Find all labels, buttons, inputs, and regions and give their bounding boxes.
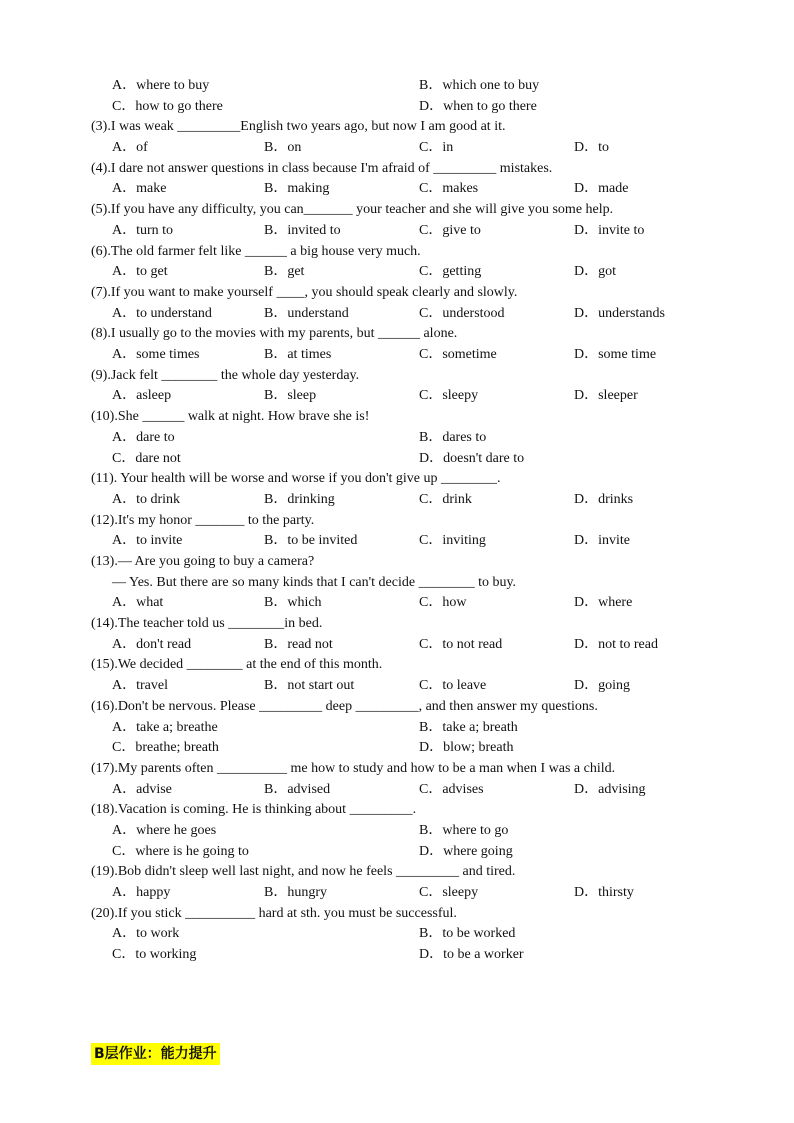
- options-row: [91, 262, 711, 283]
- option-a[interactable]: A．make: [112, 181, 167, 197]
- option-c[interactable]: C．sometime: [419, 347, 497, 363]
- option-a[interactable]: A．of: [112, 140, 148, 156]
- option-b[interactable]: B．dares to: [419, 429, 487, 445]
- option-b[interactable]: B．drinking: [264, 491, 335, 507]
- option-d[interactable]: D．got: [574, 264, 616, 280]
- option-a[interactable]: A．don't read: [112, 636, 192, 652]
- options-row: [91, 676, 711, 697]
- option-d[interactable]: D．understands: [574, 305, 665, 321]
- option-d[interactable]: D．invite: [574, 533, 630, 549]
- question-text: (12).It's my honor _______ to the party.: [91, 512, 315, 528]
- option-d[interactable]: D．some time: [574, 347, 657, 363]
- option-a[interactable]: A．advise: [112, 781, 172, 797]
- option-d[interactable]: D．going: [574, 678, 630, 694]
- options-row: [91, 490, 711, 511]
- question-text: (13).— Are you going to buy a camera?: [91, 553, 315, 569]
- options-row: [91, 304, 711, 325]
- options-row: [91, 221, 711, 242]
- option-a[interactable]: A．to understand: [112, 305, 212, 321]
- option-b[interactable]: B．making: [264, 181, 330, 197]
- options-row: [91, 780, 711, 801]
- question-text: (7).If you want to make yourself ____, you should speak clearly and slowly.: [91, 284, 518, 300]
- option-b[interactable]: B．invited to: [264, 222, 341, 238]
- option-d[interactable]: D．blow; breath: [419, 740, 514, 756]
- option-c[interactable]: C．sleepy: [419, 885, 479, 901]
- option-d[interactable]: D．not to read: [574, 636, 658, 652]
- option-c[interactable]: C．how: [419, 595, 467, 611]
- question-text: (15).We decided ________ at the end of this month.: [91, 657, 383, 673]
- option-c[interactable]: C．where is he going to: [112, 843, 249, 859]
- options-row: [91, 386, 711, 407]
- question-text: (20).If you stick __________ hard at sth. you must be successful.: [91, 905, 457, 921]
- options-row: [91, 842, 711, 863]
- question-continuation: — Yes. But there are so many kinds that I can't decide ________ to buy.: [112, 574, 517, 590]
- question-text: (11). Your health will be worse and worse if you don't give up ________.: [91, 471, 501, 487]
- option-c[interactable]: C．in: [419, 140, 454, 156]
- option-d[interactable]: D．advising: [574, 781, 646, 797]
- options-row: [91, 718, 711, 739]
- option-b[interactable]: B．take a; breath: [419, 719, 518, 735]
- question-text: (10).She ______ walk at night. How brave she is!: [91, 409, 370, 425]
- options-row: [91, 945, 711, 966]
- option-d[interactable]: D．invite to: [574, 222, 645, 238]
- options-row: [91, 883, 711, 904]
- option-b[interactable]: B．advised: [264, 781, 331, 797]
- option-a[interactable]: A．to drink: [112, 491, 181, 507]
- option-a[interactable]: A．some times: [112, 347, 200, 363]
- option-a[interactable]: A．to get: [112, 264, 168, 280]
- option-d[interactable]: D．sleeper: [574, 388, 638, 404]
- question-text: (14).The teacher told us ________in bed.: [91, 616, 323, 632]
- option-a[interactable]: A．where he goes: [112, 823, 217, 839]
- option-b[interactable]: B．to be invited: [264, 533, 358, 549]
- question-text: (3).I was weak _________English two years ago, but now I am good at it.: [91, 119, 506, 135]
- option-c[interactable]: C．to leave: [419, 678, 487, 694]
- options-row: [91, 449, 711, 470]
- question-text: (17).My parents often __________ me how to study and how to be a man when I was a child.: [91, 760, 616, 776]
- option-d[interactable]: D．where: [574, 595, 633, 611]
- option-a[interactable]: A．where to buy: [112, 78, 210, 93]
- option-d[interactable]: D．doesn't dare to: [419, 450, 525, 466]
- option-b[interactable]: B．not start out: [264, 678, 355, 694]
- option-c[interactable]: C．makes: [419, 181, 479, 197]
- option-c[interactable]: C．to working: [112, 947, 197, 963]
- option-c[interactable]: C．getting: [419, 264, 482, 280]
- option-b[interactable]: B．understand: [264, 305, 349, 321]
- option-a[interactable]: A．what: [112, 595, 164, 611]
- option-a[interactable]: A．to invite: [112, 533, 183, 549]
- option-b[interactable]: B．where to go: [419, 823, 509, 839]
- option-d[interactable]: D．when to go there: [419, 98, 537, 114]
- options-row: [91, 428, 711, 449]
- option-b[interactable]: B．hungry: [264, 885, 327, 901]
- question-text: (19).Bob didn't sleep well last night, and now he feels _________ and tired.: [91, 864, 516, 880]
- question-text: (5).If you have any difficulty, you can_______ your teacher and she will give you some help.: [91, 202, 614, 218]
- option-a[interactable]: A．to work: [112, 926, 180, 942]
- option-b[interactable]: B．on: [264, 140, 302, 156]
- question-text: (6).The old farmer felt like ______ a big house very much.: [91, 243, 421, 259]
- options-row: [91, 593, 711, 614]
- option-d[interactable]: D．made: [574, 181, 629, 197]
- option-d[interactable]: D．to: [574, 140, 609, 156]
- options-row: [91, 138, 711, 159]
- option-a[interactable]: A．happy: [112, 885, 171, 901]
- option-c[interactable]: C．how to go there: [112, 98, 223, 114]
- option-b[interactable]: B．at times: [264, 347, 332, 363]
- option-b[interactable]: B．to be worked: [419, 926, 516, 942]
- option-a[interactable]: A．take a; breathe: [112, 719, 218, 735]
- question-text: (16).Don't be nervous. Please _________ deep _________, and then answer my questions.: [91, 698, 598, 714]
- options-row: [91, 76, 711, 97]
- options-row: [91, 821, 711, 842]
- option-c[interactable]: C．inviting: [419, 533, 486, 549]
- option-c[interactable]: C．breathe; breath: [112, 740, 219, 756]
- options-row: [91, 179, 711, 200]
- option-c[interactable]: C．understood: [419, 305, 505, 321]
- options-row: [91, 97, 711, 118]
- option-b[interactable]: B．read not: [264, 636, 333, 652]
- section-heading: B层作业：能力提升: [91, 1043, 220, 1065]
- question-text: (9).Jack felt ________ the whole day yesterday.: [91, 367, 360, 383]
- options-row: [91, 924, 711, 945]
- option-b[interactable]: B．which one to buy: [419, 78, 540, 93]
- option-c[interactable]: C．sleepy: [419, 388, 479, 404]
- question-text: (18).Vacation is coming. He is thinking about _________.: [91, 802, 417, 818]
- options-row: [91, 738, 711, 759]
- option-a[interactable]: A．turn to: [112, 222, 174, 238]
- option-a[interactable]: A．dare to: [112, 429, 175, 445]
- option-b[interactable]: B．sleep: [264, 388, 317, 404]
- option-b[interactable]: B．which: [264, 595, 322, 611]
- question-text: (4).I dare not answer questions in class because I'm afraid of _________ mistakes.: [91, 160, 553, 176]
- option-d[interactable]: D．where going: [419, 843, 513, 859]
- option-d[interactable]: D．thirsty: [574, 885, 634, 901]
- option-d[interactable]: D．drinks: [574, 491, 634, 507]
- option-a[interactable]: A．asleep: [112, 388, 172, 404]
- option-c[interactable]: C．dare not: [112, 450, 181, 466]
- option-c[interactable]: C．give to: [419, 222, 481, 238]
- option-c[interactable]: C．drink: [419, 491, 472, 507]
- option-a[interactable]: A．travel: [112, 678, 168, 694]
- option-d[interactable]: D．to be a worker: [419, 947, 524, 963]
- option-b[interactable]: B．get: [264, 264, 305, 280]
- question-text: (8).I usually go to the movies with my parents, but ______ alone.: [91, 326, 458, 342]
- options-row: [91, 531, 711, 552]
- options-row: [91, 345, 711, 366]
- option-c[interactable]: C．advises: [419, 781, 484, 797]
- option-c[interactable]: C．to not read: [419, 636, 503, 652]
- options-row: [91, 635, 711, 656]
- exercise-list: [91, 76, 711, 966]
